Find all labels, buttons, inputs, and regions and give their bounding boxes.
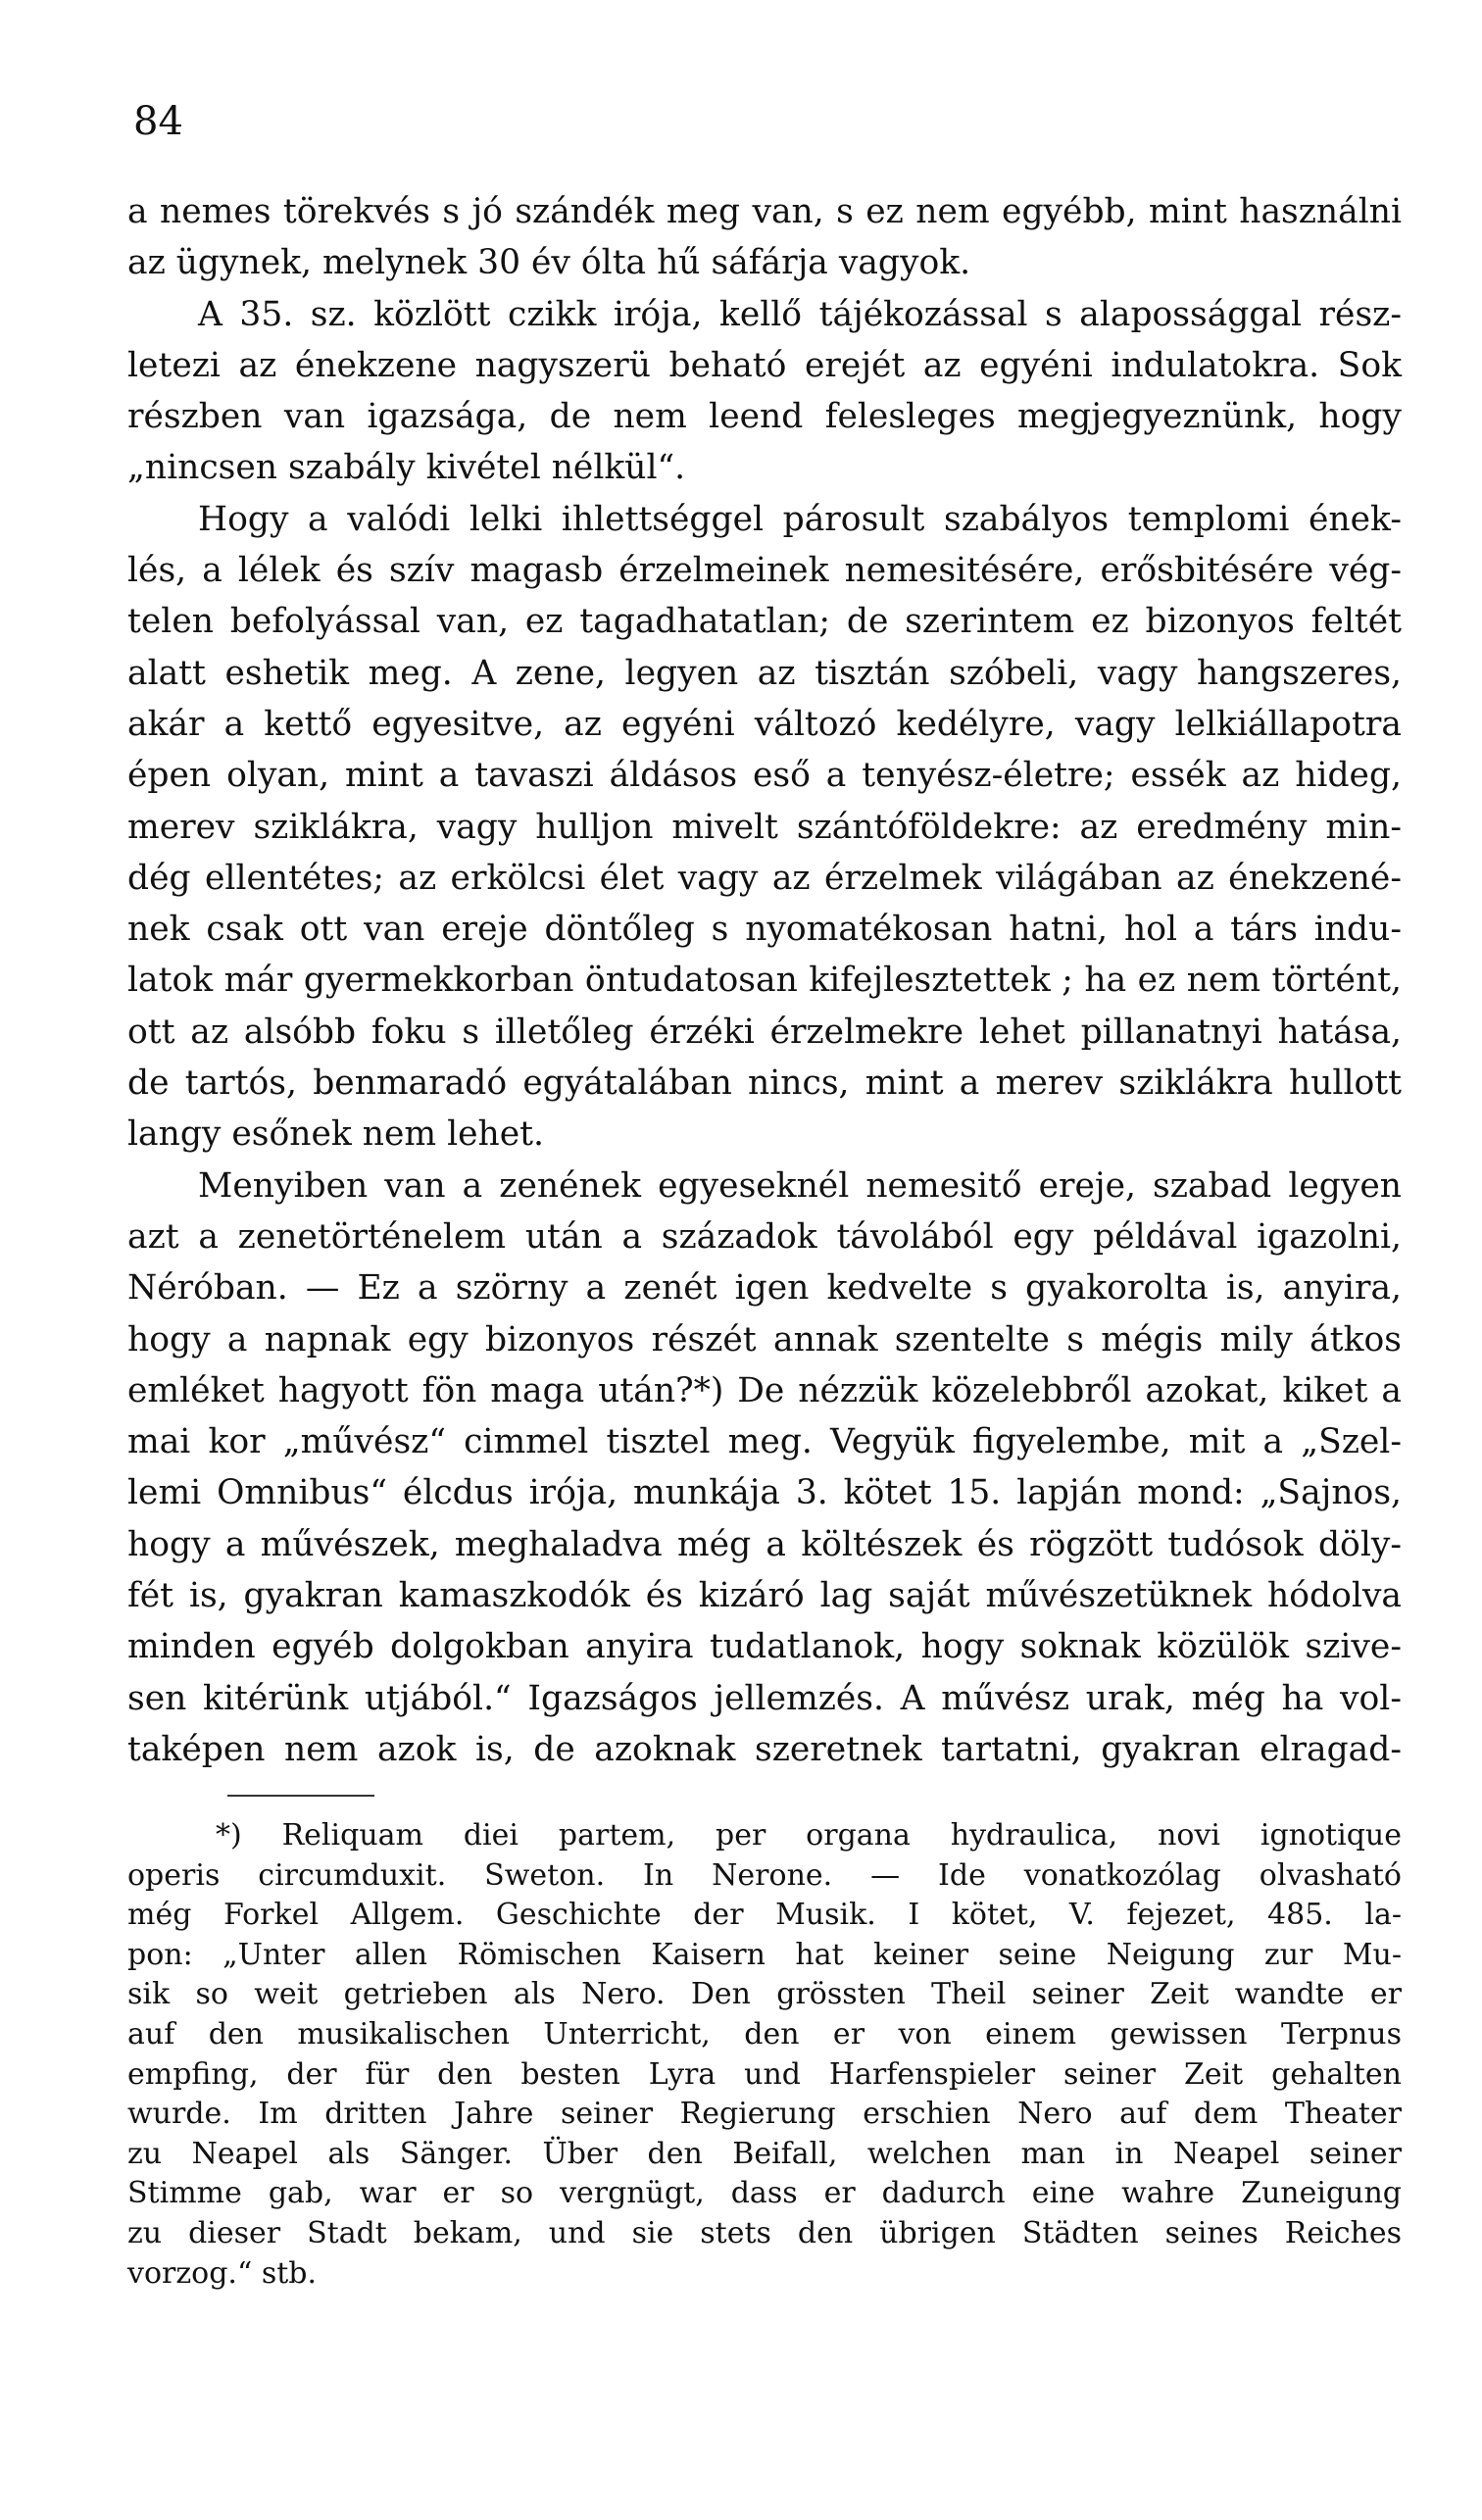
page-number: 84 — [133, 99, 183, 144]
footnote-line: pon: „Unter allen Römischen Kaisern hat keiner seine Neigung zur Mu- — [127, 1937, 1402, 1972]
text-line: az ügynek, melynek 30 év ólta hű sáfárja vagyok. — [127, 243, 971, 283]
footnote-line: *) Reliquam diei partem, per organa hydraulica, novi ignotique — [216, 1818, 1402, 1853]
text-line: Hogy a valódi lelki ihlettséggel párosult szabályos templomi ének- — [198, 499, 1402, 539]
footnote-line: empfing, der für den besten Lyra und Harfenspieler seiner Zeit gehalten — [127, 2056, 1402, 2092]
footnote-line: sik so weit getrieben als Nero. Den grössten Theil seiner Zeit wandte er — [127, 1977, 1402, 2012]
text-line: részben van igazsága, de nem leend felesleges megjegyeznünk, hogy — [127, 397, 1402, 437]
text-line: A 35. sz. közlött czikk irója, kellő tájékozással s alapossággal rész- — [198, 294, 1402, 334]
text-line: telen befolyással van, ez tagadhatatlan; de szerintem ez bizonyos feltét — [127, 602, 1402, 642]
text-line: letezi az énekzene nagyszerü beható erejét az egyéni indulatokra. Sok — [127, 345, 1402, 385]
text-line: hogy a művészek, meghaladva még a költészek és rögzött tudósok döly- — [127, 1524, 1402, 1564]
text-line: a nemes törekvés s jó szándék meg van, s ez nem egyébb, mint használni — [127, 192, 1402, 231]
text-line: lemi Omnibus“ élcdus irója, munkája 3. kötet 15. lapján mond: „Sajnos, — [127, 1473, 1402, 1513]
text-line: Néróban. — Ez a szörny a zenét igen kedvelte s gyakorolta is, anyira, — [127, 1268, 1402, 1309]
text-line: épen olyan, mint a tavaszi áldásos eső a tenyész-életre; essék az hideg, — [127, 756, 1402, 796]
text-line: merev sziklákra, vagy hulljon mivelt szántóföldekre: az eredmény min- — [127, 807, 1402, 847]
footnote-divider — [227, 1795, 374, 1797]
text-line: mai kor „művész“ cimmel tisztel meg. Vegyük figyelembe, mit a „Szel- — [127, 1422, 1402, 1462]
text-line: lés, a lélek és szív magasb érzelmeinek nemesitésére, erősbitésére vég- — [127, 551, 1402, 591]
text-line: „nincsen szabály kivétel nélkül“. — [127, 448, 686, 488]
text-line: emléket hagyott fön maga után?*) De nézzük közelebbről azokat, kiket a — [127, 1370, 1402, 1410]
footnote-line: zu Neapel als Sänger. Über den Beifall, welchen man in Neapel seiner — [127, 2136, 1402, 2171]
text-line: alatt eshetik meg. A zene, legyen az tisztán szóbeli, vagy hangszeres, — [127, 653, 1402, 693]
main-text — [127, 186, 1402, 1775]
text-line: taképen nem azok is, de azoknak szeretnek tartatni, gyakran elragad- — [127, 1729, 1402, 1769]
text-line: sen kitérünk utjából.“ Igazságos jellemzés. A művész urak, még ha vol- — [127, 1678, 1402, 1718]
text-line: fét is, gyakran kamaszkodók és kizáró lag saját művészetüknek hódolva — [127, 1576, 1402, 1616]
text-line: Menyiben van a zenének egyeseknél nemesitő ereje, szabad legyen — [198, 1165, 1402, 1206]
footnote-line: vorzog.“ stb. — [127, 2255, 318, 2291]
text-line: nek csak ott van ereje döntőleg s nyomatékosan hatni, hol a társ indu- — [127, 910, 1402, 950]
text-line: latok már gyermekkorban öntudatosan kifejlesztettek ; ha ez nem történt, — [127, 961, 1402, 1001]
footnote-line: auf den musikalischen Unterricht, den er von einem gewissen Terpnus — [127, 2016, 1402, 2051]
text-line: langy esőnek nem lehet. — [127, 1114, 545, 1155]
text-line: akár a kettő egyesitve, az egyéni változó kedélyre, vagy lelkiállapotra — [127, 704, 1402, 744]
footnote-line: wurde. Im dritten Jahre seiner Regierung erschien Nero auf dem Theater — [127, 2097, 1402, 2132]
text-line: hogy a napnak egy bizonyos részét annak szentelte s mégis mily átkos — [127, 1319, 1402, 1359]
footnote-line: operis circumduxit. Sweton. In Nerone. — Ide vonatkozólag olvasható — [127, 1857, 1402, 1893]
footnote — [127, 1816, 1402, 2294]
text-line: minden egyéb dolgokban anyira tudatlanok, hogy soknak közülök szive- — [127, 1627, 1402, 1667]
text-line: azt a zenetörténelem után a századok távolából egy példával igazolni, — [127, 1216, 1402, 1257]
text-line: ott az alsóbb foku s illetőleg érzéki érzelmekre lehet pillanatnyi hatása, — [127, 1012, 1402, 1052]
footnote-line: még Forkel Allgem. Geschichte der Musik. I kötet, V. fejezet, 485. la- — [127, 1898, 1402, 1933]
footnote-line: Stimme gab, war er so vergnügt, dass er dadurch eine wahre Zuneigung — [127, 2176, 1402, 2211]
footnote-line: zu dieser Stadt bekam, und sie stets den übrigen Städten seines Reiches — [127, 2215, 1402, 2250]
text-line: dég ellentétes; az erkölcsi élet vagy az érzelmek világában az énekzené- — [127, 858, 1402, 898]
text-line: de tartós, benmaradó egyátalában nincs, mint a merev sziklákra hullott — [127, 1063, 1402, 1104]
